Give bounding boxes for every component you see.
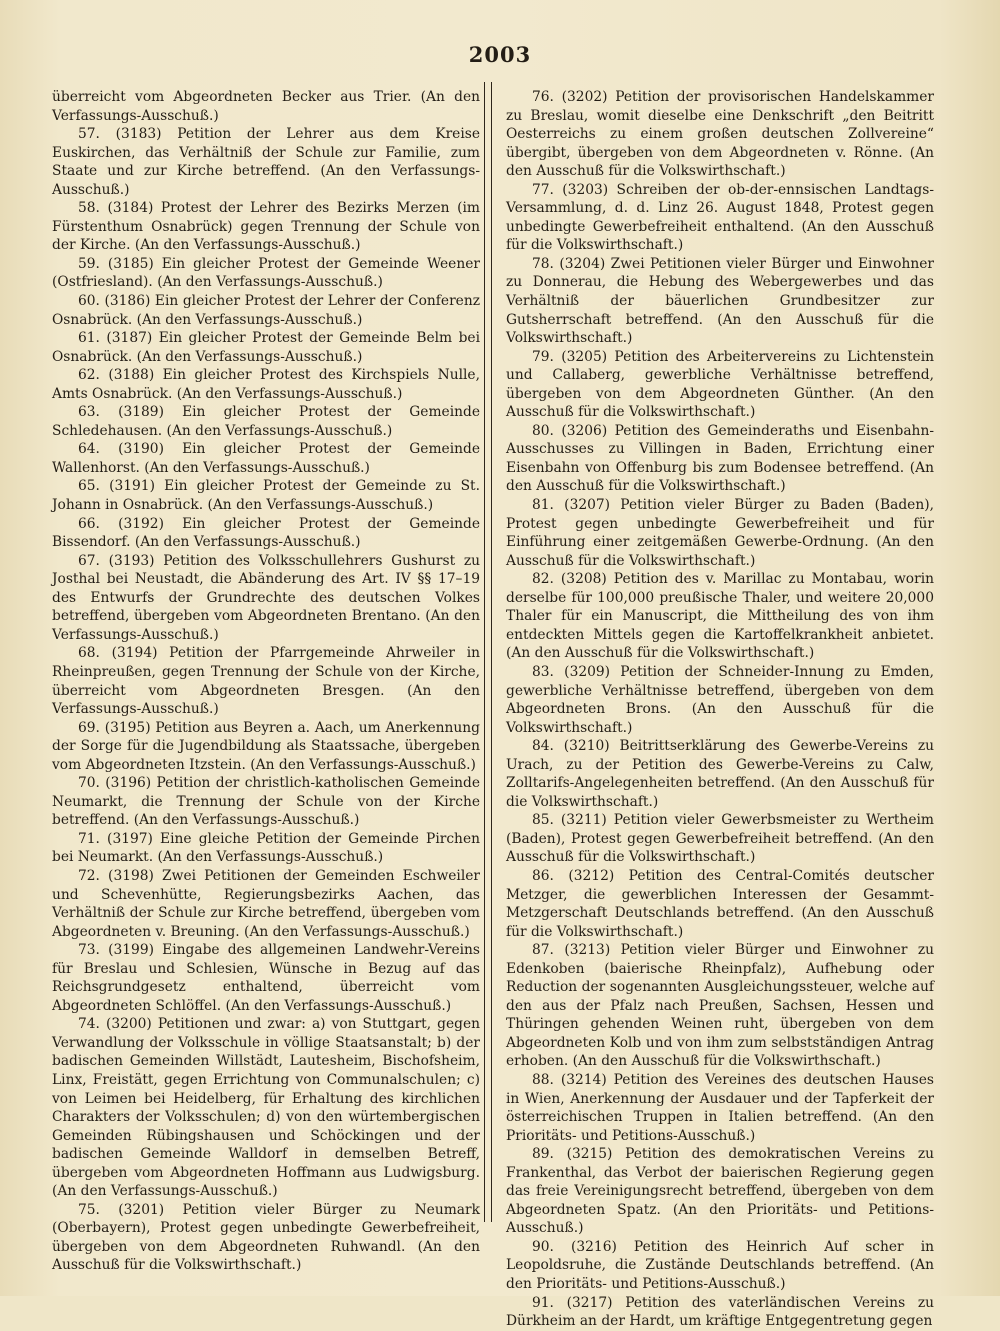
petition-entry: 84. (3210) Beitrittserklärung des Gewerbe-Vereins zu Urach, zu der Petition des Gewerbe-Vereins zu Calw, Zolltarifs-Angelegenheiten betreffend. (An den Ausschuß für die Volkswirthschaft.) (506, 738, 934, 810)
petition-entry: 61. (3187) Ein gleicher Protest der Gemeinde Belm bei Osnabrück. (An den Verfassungs-Ausschuß.) (52, 330, 480, 365)
petition-entry: 65. (3191) Ein gleicher Protest der Gemeinde zu St. Johann in Osnabrück. (An den Verfassungs-Ausschuß.) (52, 478, 480, 514)
petition-entry: überreicht vom Abgeordneten Becker aus Trier. (An den Verfassungs-Ausschuß.) (52, 89, 480, 124)
petition-entry: 78. (3204) Zwei Petitionen vieler Bürger und Einwohner zu Donnerau, die Hebung des Webergewerbes und das Verhältniß der bäuerlichen Grundbesitzer zur Gutsherrschaft betreffend. (An den Ausschuß für die Volkswirthschaft.) (506, 255, 934, 347)
petition-entry: 79. (3205) Petition des Arbeitervereins zu Lichtenstein und Callaberg, gewerbliche Verhältnisse betreffend, übergeben von dem Abgeordneten Günther. (An den Ausschuß für die Volkswirthschaft.) (506, 348, 934, 421)
petition-entry: 82. (3208) Petition des v. Marillac zu Montabau, worin derselbe für 100,000 preußische Thaler, und weitere 20,000 Thaler für ein Manuscript, die Mittheilung des von ihm entdeckten Mittels gegen die Kartoffelkrankheit anbietet. (An den Ausschuß für die Volkswirthschaft.) (506, 571, 934, 662)
petition-entry: 89. (3215) Petition des demokratischen Vereins zu Frankenthal, das Verbot der baierischen Regierung gegen das freie Vereinigungsrecht betreffend, übergeben von dem Abgeordneten Spatz. (An den Prioritäts- und Petitions-Ausschuß.) (506, 1146, 934, 1237)
petition-entry: 72. (3198) Zwei Petitionen der Gemeinden Eschweiler und Schevenhütte, Regierungsbezirks Aachen, das Verhältniß der Schule zur Kirche betreffend, übergeben vom Abgeordneten v. Breuning. (An den Verfassungs-Ausschuß.) (52, 867, 480, 940)
column-divider (484, 82, 492, 1222)
petition-entry: 70. (3196) Petition der christlich-katholischen Gemeinde Neumarkt, die Trennung der Schule von der Kirche betreffend. (An den Verfassungs-Ausschuß.) (52, 775, 480, 829)
petition-entry: 80. (3206) Petition des Gemeinderaths und Eisenbahn-Ausschusses zu Villingen in Baden, Errichtung einer Eisenbahn von Offenburg bis zum Bodensee betreffend. (An den Ausschuß für die Volkswirthschaft.) (506, 422, 934, 495)
petition-entry: 60. (3186) Ein gleicher Protest der Lehrer der Conferenz Osnabrück. (An den Verfassungs-Ausschuß.) (52, 293, 480, 328)
petition-entry: 63. (3189) Ein gleicher Protest der Gemeinde Schledehausen. (An den Verfassungs-Ausschuß.) (52, 404, 480, 439)
left-column (52, 88, 480, 1275)
petition-entry: 88. (3214) Petition des Vereines des deutschen Hauses in Wien, Anerkennung der Ausdauer und der Tapferkeit der österreichischen Truppen in Italien betreffend. (An den Prioritäts- und Petitions-Ausschuß.) (506, 1071, 934, 1144)
petition-entry: 64. (3190) Ein gleicher Protest der Gemeinde Wallenhorst. (An den Verfassungs-Ausschuß.) (52, 441, 480, 476)
petition-entry: 77. (3203) Schreiben der ob-der-ennsischen Landtags-Versammlung, d. d. Linz 26. August 1848, Protest gegen unbedingte Gewerbefreiheit enthaltend. (An den Ausschuß für die Volkswirthschaft.) (506, 181, 934, 254)
petition-entry: 57. (3183) Petition der Lehrer aus dem Kreise Euskirchen, das Verhältniß der Schule zur Familie, zum Staate und zur Kirche betreffend. (An den Verfassungs-Ausschuß.) (52, 126, 480, 198)
petition-entry: 59. (3185) Ein gleicher Protest der Gemeinde Weener (Ostfriesland). (An den Verfassungs-Ausschuß.) (52, 255, 480, 291)
petition-entry: 71. (3197) Eine gleiche Petition der Gemeinde Pirchen bei Neumarkt. (An den Verfassungs-Ausschuß.) (52, 830, 480, 866)
petition-entry: 85. (3211) Petition vieler Gewerbsmeister zu Wertheim (Baden), Protest gegen Gewerbefreiheit betreffend. (An den Ausschuß für die Volkswirthschaft.) (506, 812, 934, 866)
petition-entry: 66. (3192) Ein gleicher Protest der Gemeinde Bissendorf. (An den Verfassungs-Ausschuß.) (52, 515, 480, 551)
petition-entry: 81. (3207) Petition vieler Bürger zu Baden (Baden), Protest gegen unbedingte Gewerbefreiheit und für Einführung einer zeitgemäßen Gewerbe-Ordnung. (An den Ausschuß für die Volkswirthschaft.) (506, 497, 934, 569)
petition-entry: 73. (3199) Eingabe des allgemeinen Landwehr-Vereins für Breslau und Schlesien, Wünsche in Bezug auf das Reichsgrundgesetz enthaltend, überreicht vom Abgeordneten Schlöffel. (An den Verfassungs-Ausschuß.) (52, 942, 480, 1014)
petition-entry: 69. (3195) Petition aus Beyren a. Aach, um Anerkennung der Sorge für die Jugendbildung als Staatssache, übergeben vom Abgeordneten Itzstein. (An den Verfassungs-Ausschuß.) (52, 719, 480, 773)
petition-entry: 76. (3202) Petition der provisorischen Handelskammer zu Breslau, womit dieselbe eine Denkschrift „den Beitritt Oesterreichs zu einem großen deutschen Zollvereine“ übergibt, übergeben von dem Abgeordneten v. Rönne. (An den Ausschuß für die Volkswirthschaft.) (506, 89, 934, 180)
petition-entry: 58. (3184) Protest der Lehrer des Bezirks Merzen (im Fürstenthum Osnabrück) gegen Trennung der Schule von der Kirche. (An den Verfassungs-Ausschuß.) (52, 200, 480, 254)
page-number: 2003 (468, 42, 532, 67)
petition-entry: 91. (3217) Petition des vaterländischen Vereins zu Dürkheim an der Hardt, um kräftige Entgegentretung gegen (506, 1294, 934, 1330)
petition-entry: 90. (3216) Petition des Heinrich Auf scher in Leopoldsruhe, die Zustände Deutschlands betreffend. (An den Prioritäts- und Petitions-Ausschuß.) (506, 1238, 934, 1292)
petition-entry: 86. (3212) Petition des Central-Comités deutscher Metzger, die gewerblichen Interessen der Gesammt-Metzgerschaft Deutschlands betreffend. (An den Ausschuß für die Volkswirthschaft.) (506, 867, 934, 940)
petition-entry: 75. (3201) Petition vieler Bürger zu Neumark (Oberbayern), Protest gegen unbedingte Gewerbefreiheit, übergeben von dem Abgeordneten Ruhwandl. (An den Ausschuß für die Volkswirthschaft.) (52, 1201, 480, 1274)
petition-entry: 87. (3213) Petition vieler Bürger und Einwohner zu Edenkoben (baierische Rheinpfalz), Aufhebung oder Reduction der sogenannten Ausgleichungssteuer, welche auf den aus der Pfalz nach Preußen, Sachsen, Hessen und Thüringen gehenden Weinen ruht, übergeben von dem Abgeordneten Kolb und von ihm zum selbstständigen Antrag erhoben. (An den Ausschuß für die Volkswirthschaft.) (506, 942, 934, 1070)
right-column (506, 88, 934, 1331)
petition-entry: 62. (3188) Ein gleicher Protest des Kirchspiels Nulle, Amts Osnabrück. (An den Verfassungs-Ausschuß.) (52, 367, 480, 402)
petition-entry: 67. (3193) Petition des Volksschullehrers Gushurst zu Josthal bei Neustadt, die Abänderung des Art. IV §§ 17–19 des Entwurfs der Grundrechte des deutschen Volkes betreffend, übergeben vom Abgeordneten Brentano. (An den Verfassungs-Ausschuß.) (52, 552, 480, 643)
petition-entry: 83. (3209) Petition der Schneider-Innung zu Emden, gewerbliche Verhältnisse betreffend, übergeben von dem Abgeordneten Brons. (An den Ausschuß für die Volkswirthschaft.) (506, 663, 934, 736)
petition-entry: 68. (3194) Petition der Pfarrgemeinde Ahrweiler in Rheinpreußen, gegen Trennung der Schule von der Kirche, überreicht vom Abgeordneten Bresgen. (An den Verfassungs-Ausschuß.) (52, 645, 480, 718)
petition-entry: 74. (3200) Petitionen und zwar: a) von Stuttgart, gegen Verwandlung der Volksschule in völlige Staatsanstalt; b) der badischen Gemeinden Willstädt, Lautesheim, Bischofsheim, Linx, Freistätt, gegen Errichtung von Communalschulen; c) von Leimen bei Heidelberg, für Erhaltung des kirchlichen Charakters der Volksschulen; d) von den würtembergischen Gemeinden Rübingshausen und Schöckingen und der badischen Gemeinde Walldorf in demselben Betreff, übergeben vom Abgeordneten Hoffmann aus Ludwigsburg. (An den Verfassungs-Ausschuß.) (52, 1016, 480, 1200)
